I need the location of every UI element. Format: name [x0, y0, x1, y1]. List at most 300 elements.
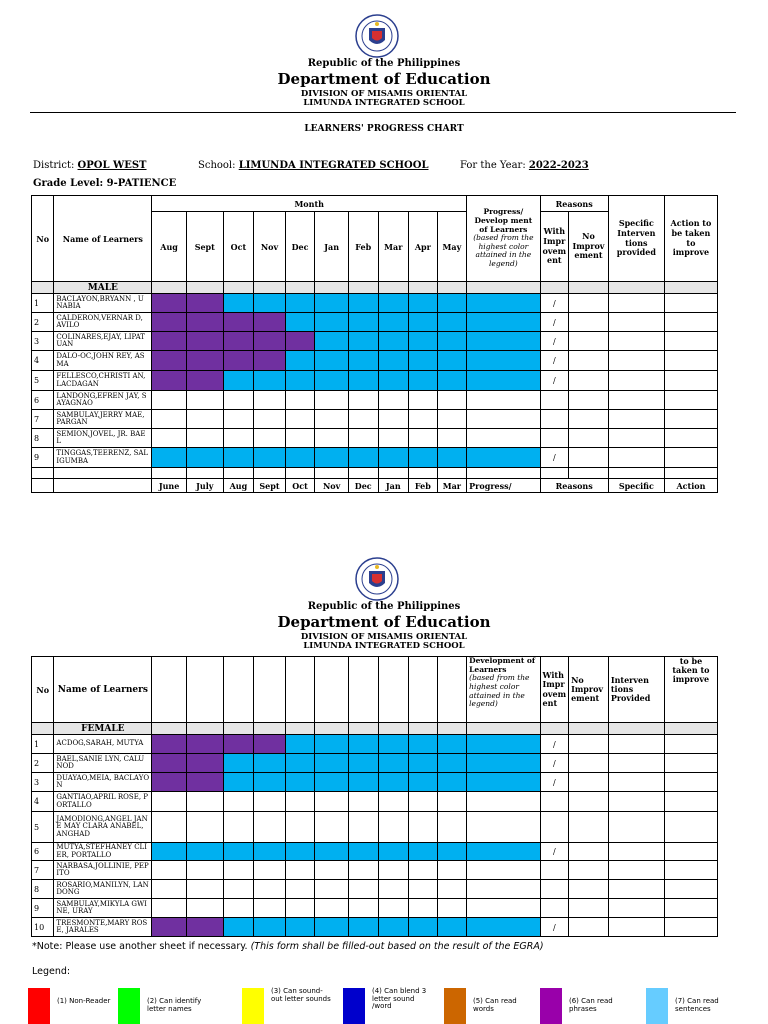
- col-noimp-header: No Improv ement: [569, 212, 609, 282]
- col-progress-header-2: Development of Learners (based from the highest color attained in the legend): [467, 657, 540, 723]
- month-cell: [315, 735, 349, 754]
- month-cell: [186, 918, 223, 937]
- legend-label: (5) Can read words: [473, 997, 517, 1013]
- month-cell: [254, 391, 286, 410]
- learner-number: 10: [32, 918, 54, 937]
- learner-number: 4: [32, 351, 54, 371]
- month-cell: [348, 371, 378, 391]
- month-cell: [378, 754, 409, 773]
- month-cell: [254, 313, 286, 332]
- month-cell: [378, 735, 409, 754]
- month-cell: [152, 735, 187, 754]
- month-cell: [254, 371, 286, 391]
- with-improvement-check: [540, 861, 569, 880]
- month-cell: [409, 812, 438, 843]
- deped-seal-2: [355, 557, 399, 601]
- month-cell: [285, 429, 315, 448]
- col-month-header: Month: [152, 196, 467, 212]
- month-cell: [348, 880, 378, 899]
- month-header: Oct: [223, 212, 254, 282]
- learner-name: JAMODIONG,ANGEL JANE MAY CLARA ANABEL, ANGHAD: [54, 812, 152, 843]
- month-cell: [254, 410, 286, 429]
- month-cell: [409, 313, 438, 332]
- month-cell: [378, 899, 409, 918]
- month-cell: [223, 313, 254, 332]
- learner-number: 1: [32, 294, 54, 313]
- month-cell: [348, 843, 378, 861]
- republic-text-2: Republic of the Philippines: [307, 601, 461, 612]
- month-cell: [152, 448, 187, 468]
- learner-name: CALDERON,VERNAR D, AVILO: [54, 313, 152, 332]
- legend-swatch: [540, 988, 562, 1024]
- month-cell: [409, 792, 438, 812]
- with-improvement-check: /: [540, 773, 569, 792]
- month-cell: [152, 410, 187, 429]
- learner-name: NARBASA,JOLLINIE, PEPITO: [54, 861, 152, 880]
- month-cell: [378, 880, 409, 899]
- learner-number: 8: [32, 880, 54, 899]
- learner-name: LANDONG,EFREN JAY, SAYAGNAO: [54, 391, 152, 410]
- month-cell: [223, 792, 254, 812]
- learner-number: 5: [32, 812, 54, 843]
- month-cell: [437, 735, 467, 754]
- month-header: Dec: [285, 212, 315, 282]
- learner-number: 2: [32, 754, 54, 773]
- month-cell: [437, 410, 467, 429]
- month-cell: [409, 391, 438, 410]
- district-info: District: OPOL WEST: [33, 160, 147, 171]
- footer-month: Aug: [223, 479, 254, 493]
- month-cell: [378, 792, 409, 812]
- form-note: *Note: Please use another sheet if necessary. (This form shall be filled-out based on the result of the EGRA): [32, 941, 544, 952]
- month-cell: [437, 332, 467, 351]
- month-cell: [378, 332, 409, 351]
- month-cell: [223, 332, 254, 351]
- month-cell: [152, 391, 187, 410]
- progress-cell: [467, 332, 540, 351]
- legend-label: (6) Can read phrases: [569, 997, 613, 1013]
- month-cell: [285, 754, 315, 773]
- month-cell: [437, 294, 467, 313]
- chart-title: LEARNERS' PROGRESS CHART: [304, 124, 464, 134]
- month-cell: [186, 861, 223, 880]
- month-cell: [409, 735, 438, 754]
- col-no-header: No: [32, 196, 54, 282]
- month-cell: [437, 812, 467, 843]
- learner-name: SAMBULAY,JERRY MAE, PARGAN: [54, 410, 152, 429]
- learner-number: 4: [32, 792, 54, 812]
- legend-label: (3) Can sound-out letter sounds: [271, 987, 331, 1003]
- learner-row: [32, 332, 718, 351]
- with-improvement-check: [540, 899, 569, 918]
- col-with-header-2: With Impr ovem ent: [540, 657, 569, 723]
- col-name-header: Name of Learners: [54, 196, 152, 282]
- month-cell: [285, 410, 315, 429]
- month-cell: [315, 351, 349, 371]
- month-cell: [409, 899, 438, 918]
- with-improvement-check: [540, 410, 569, 429]
- month-cell: [285, 313, 315, 332]
- month-cell: [315, 429, 349, 448]
- progress-cell: [467, 735, 540, 754]
- month-cell: [409, 332, 438, 351]
- month-cell: [348, 792, 378, 812]
- learner-row: [32, 861, 718, 880]
- learner-number: 2: [32, 313, 54, 332]
- month-cell: [223, 429, 254, 448]
- month-cell: [348, 861, 378, 880]
- with-improvement-check: [540, 792, 569, 812]
- month-cell: [378, 351, 409, 371]
- col-with-header: With Impr ovem ent: [540, 212, 569, 282]
- with-improvement-check: /: [540, 371, 569, 391]
- month-cell: [223, 773, 254, 792]
- month-cell: [348, 918, 378, 937]
- progress-cell: [467, 861, 540, 880]
- legend-swatch: [343, 988, 365, 1024]
- month-cell: [285, 773, 315, 792]
- progress-cell: [467, 792, 540, 812]
- footer-month: Sept: [254, 479, 286, 493]
- month-cell: [409, 448, 438, 468]
- legend-swatch: [646, 988, 668, 1024]
- learner-name: COLINARES,EJAY, LIPATUAN: [54, 332, 152, 351]
- month-cell: [409, 843, 438, 861]
- month-cell: [348, 332, 378, 351]
- month-cell: [409, 371, 438, 391]
- month-cell: [315, 391, 349, 410]
- month-cell: [186, 391, 223, 410]
- month-cell: [409, 294, 438, 313]
- month-cell: [285, 861, 315, 880]
- month-cell: [378, 448, 409, 468]
- month-cell: [223, 918, 254, 937]
- month-cell: [285, 351, 315, 371]
- legend-label: (7) Can read sentences: [675, 997, 719, 1013]
- month-cell: [254, 773, 286, 792]
- month-cell: [254, 880, 286, 899]
- learner-number: 6: [32, 391, 54, 410]
- month-cell: [186, 448, 223, 468]
- progress-cell: [467, 448, 540, 468]
- learner-row: [32, 313, 718, 332]
- month-cell: [437, 773, 467, 792]
- month-cell: [186, 429, 223, 448]
- learner-row: [32, 371, 718, 391]
- learner-row: [32, 294, 718, 313]
- month-cell: [254, 351, 286, 371]
- month-header: Jan: [315, 212, 349, 282]
- month-cell: [152, 792, 187, 812]
- division-text: DIVISION OF MISAMIS ORIENTAL: [300, 89, 468, 99]
- progress-cell: [467, 899, 540, 918]
- month-cell: [152, 773, 187, 792]
- legend-label: (1) Non-Reader: [57, 997, 111, 1005]
- month-cell: [437, 391, 467, 410]
- month-cell: [186, 843, 223, 861]
- learner-number: 9: [32, 448, 54, 468]
- month-cell: [285, 918, 315, 937]
- learner-name: SAMBULAY,MIKYLA GWINE, URAY: [54, 899, 152, 918]
- month-cell: [223, 410, 254, 429]
- month-cell: [315, 861, 349, 880]
- learner-number: 1: [32, 735, 54, 754]
- progress-cell: [467, 880, 540, 899]
- month-cell: [254, 792, 286, 812]
- month-cell: [223, 843, 254, 861]
- footer-month: Jan: [378, 479, 409, 493]
- learner-name: TINGGAS,TEERENZ, SALIGUMBA: [54, 448, 152, 468]
- month-cell: [378, 861, 409, 880]
- learner-number: 8: [32, 429, 54, 448]
- school-header-text-2: LIMUNDA INTEGRATED SCHOOL: [303, 641, 465, 651]
- learner-name: GANTIAO,APRIL ROSE, PORTALLO: [54, 792, 152, 812]
- month-header: Apr: [409, 212, 438, 282]
- month-cell: [152, 812, 187, 843]
- with-improvement-check: /: [540, 332, 569, 351]
- month-cell: [152, 332, 187, 351]
- grade-info: Grade Level: 9-PATIENCE: [33, 178, 177, 189]
- month-cell: [348, 754, 378, 773]
- month-cell: [437, 861, 467, 880]
- month-cell: [378, 410, 409, 429]
- learner-name: TRESMONTE,MARY ROSE, JARALES: [54, 918, 152, 937]
- legend-title: Legend:: [32, 966, 71, 977]
- month-cell: [409, 773, 438, 792]
- month-cell: [409, 429, 438, 448]
- learner-name: FELLESCO,CHRISTI AN, LACDAGAN: [54, 371, 152, 391]
- month-cell: [437, 899, 467, 918]
- month-cell: [152, 294, 187, 313]
- month-cell: [348, 773, 378, 792]
- month-cell: [152, 429, 187, 448]
- learner-name: BAEL,SANIE LYN, CALUNOD: [54, 754, 152, 773]
- legend-swatch: [444, 988, 466, 1024]
- month-cell: [152, 899, 187, 918]
- month-cell: [285, 880, 315, 899]
- month-cell: [409, 880, 438, 899]
- month-cell: [315, 773, 349, 792]
- progress-cell: [467, 429, 540, 448]
- with-improvement-check: [540, 429, 569, 448]
- school-info: School: LIMUNDA INTEGRATED SCHOOL: [198, 160, 429, 171]
- footer-month: Mar: [437, 479, 467, 493]
- month-cell: [254, 735, 286, 754]
- progress-cell: [467, 410, 540, 429]
- month-cell: [152, 754, 187, 773]
- with-improvement-check: [540, 880, 569, 899]
- month-cell: [186, 351, 223, 371]
- month-cell: [409, 754, 438, 773]
- with-improvement-check: /: [540, 754, 569, 773]
- month-cell: [186, 410, 223, 429]
- learner-number: 3: [32, 773, 54, 792]
- legend-swatch: [28, 988, 50, 1024]
- school-header-text: LIMUNDA INTEGRATED SCHOOL: [303, 98, 465, 108]
- month-header: Feb: [348, 212, 378, 282]
- month-cell: [437, 371, 467, 391]
- month-cell: [254, 899, 286, 918]
- progress-cell: [467, 773, 540, 792]
- month-cell: [378, 391, 409, 410]
- month-cell: [285, 812, 315, 843]
- month-header: Aug: [152, 212, 187, 282]
- month-cell: [285, 843, 315, 861]
- month-cell: [223, 880, 254, 899]
- learner-name: ACDOG,SARAH, MUTYA: [54, 735, 152, 754]
- footer-month: Dec: [348, 479, 378, 493]
- month-cell: [152, 313, 187, 332]
- month-cell: [437, 429, 467, 448]
- month-cell: [285, 735, 315, 754]
- month-cell: [315, 410, 349, 429]
- month-cell: [152, 843, 187, 861]
- month-cell: [254, 843, 286, 861]
- month-cell: [315, 448, 349, 468]
- month-cell: [223, 754, 254, 773]
- month-cell: [254, 294, 286, 313]
- month-cell: [315, 294, 349, 313]
- footer-specific: Specific: [608, 479, 664, 493]
- month-header: Sept: [186, 212, 223, 282]
- month-cell: [315, 843, 349, 861]
- month-cell: [285, 792, 315, 812]
- month-cell: [348, 351, 378, 371]
- month-cell: [378, 313, 409, 332]
- month-cell: [315, 332, 349, 351]
- legend-swatch: [242, 988, 264, 1024]
- month-cell: [186, 880, 223, 899]
- learner-name: MUTYA,STEFHANEY CLIER, PORTALLO: [54, 843, 152, 861]
- month-cell: [285, 294, 315, 313]
- month-header: Mar: [378, 212, 409, 282]
- month-cell: [378, 918, 409, 937]
- col-specific-header-2: Interven tions Provided: [608, 657, 664, 723]
- month-cell: [348, 313, 378, 332]
- col-action-header: Action to be taken to improve: [664, 196, 717, 282]
- with-improvement-check: /: [540, 843, 569, 861]
- month-cell: [409, 351, 438, 371]
- learner-row: [32, 792, 718, 812]
- col-action-header-2: to be taken to improve: [664, 657, 717, 723]
- month-cell: [437, 351, 467, 371]
- col-name-header-2: Name of Learners: [54, 657, 152, 723]
- month-cell: [348, 429, 378, 448]
- department-title-2: Department of Education: [277, 613, 491, 631]
- learner-row: [32, 429, 718, 448]
- learner-number: 6: [32, 843, 54, 861]
- footer-reasons: Reasons: [540, 479, 608, 493]
- month-cell: [315, 792, 349, 812]
- learner-row: [32, 880, 718, 899]
- month-cell: [348, 391, 378, 410]
- month-cell: [348, 448, 378, 468]
- month-cell: [254, 332, 286, 351]
- col-specific-header: Specific Interven tions provided: [608, 196, 664, 282]
- month-cell: [315, 371, 349, 391]
- footer-action: Action: [664, 479, 717, 493]
- learner-name: DUAYAO,MEIA, BACLAYON: [54, 773, 152, 792]
- month-cell: [348, 410, 378, 429]
- learner-number: 7: [32, 861, 54, 880]
- learner-row: [32, 351, 718, 371]
- col-no-header-2: No: [32, 657, 54, 723]
- month-cell: [348, 899, 378, 918]
- learner-row: [32, 812, 718, 843]
- footer-month: July: [186, 479, 223, 493]
- month-cell: [254, 448, 286, 468]
- female-section-label: FEMALE: [54, 723, 152, 735]
- learner-number: 5: [32, 371, 54, 391]
- month-cell: [437, 918, 467, 937]
- legend-label: (4) Can blend 3 letter sound /word: [372, 987, 427, 1011]
- learner-row: [32, 448, 718, 468]
- month-cell: [315, 313, 349, 332]
- month-cell: [186, 735, 223, 754]
- month-cell: [409, 410, 438, 429]
- month-cell: [254, 754, 286, 773]
- progress-cell: [467, 294, 540, 313]
- with-improvement-check: /: [540, 313, 569, 332]
- month-cell: [315, 812, 349, 843]
- footer-month: Nov: [315, 479, 349, 493]
- with-improvement-check: /: [540, 918, 569, 937]
- month-cell: [348, 294, 378, 313]
- with-improvement-check: [540, 391, 569, 410]
- month-cell: [437, 754, 467, 773]
- month-cell: [437, 843, 467, 861]
- month-cell: [223, 861, 254, 880]
- month-cell: [437, 880, 467, 899]
- deped-seal: [355, 14, 399, 58]
- learner-name: BACLAYON,BRYANN , UNABIA: [54, 294, 152, 313]
- month-cell: [186, 294, 223, 313]
- month-cell: [186, 371, 223, 391]
- republic-text: Republic of the Philippines: [307, 58, 461, 69]
- legend-swatch: [118, 988, 140, 1024]
- learner-row: [32, 899, 718, 918]
- footer-month: June: [152, 479, 187, 493]
- month-cell: [223, 899, 254, 918]
- month-cell: [152, 861, 187, 880]
- progress-cell: [467, 313, 540, 332]
- month-cell: [186, 899, 223, 918]
- female-progress-table: [31, 656, 718, 937]
- with-improvement-check: /: [540, 351, 569, 371]
- month-cell: [254, 861, 286, 880]
- month-cell: [378, 429, 409, 448]
- month-cell: [223, 371, 254, 391]
- month-cell: [152, 918, 187, 937]
- month-cell: [378, 371, 409, 391]
- col-reasons-header: Reasons: [540, 196, 608, 212]
- month-cell: [186, 313, 223, 332]
- learner-row: [32, 773, 718, 792]
- learner-row: [32, 391, 718, 410]
- month-cell: [378, 843, 409, 861]
- header-divider: [30, 112, 736, 113]
- footer-month: Feb: [409, 479, 438, 493]
- col-progress-header: Progress/ Develop ment of Learners (based from the highest color attained in the legend): [467, 196, 540, 282]
- learner-row: [32, 843, 718, 861]
- progress-cell: [467, 754, 540, 773]
- month-cell: [409, 861, 438, 880]
- month-cell: [186, 332, 223, 351]
- month-cell: [223, 294, 254, 313]
- learner-name: ROSARIO,MANILYN, LANDONG: [54, 880, 152, 899]
- month-cell: [285, 448, 315, 468]
- learner-name: SEMION,JOVEL, JR. BAEL: [54, 429, 152, 448]
